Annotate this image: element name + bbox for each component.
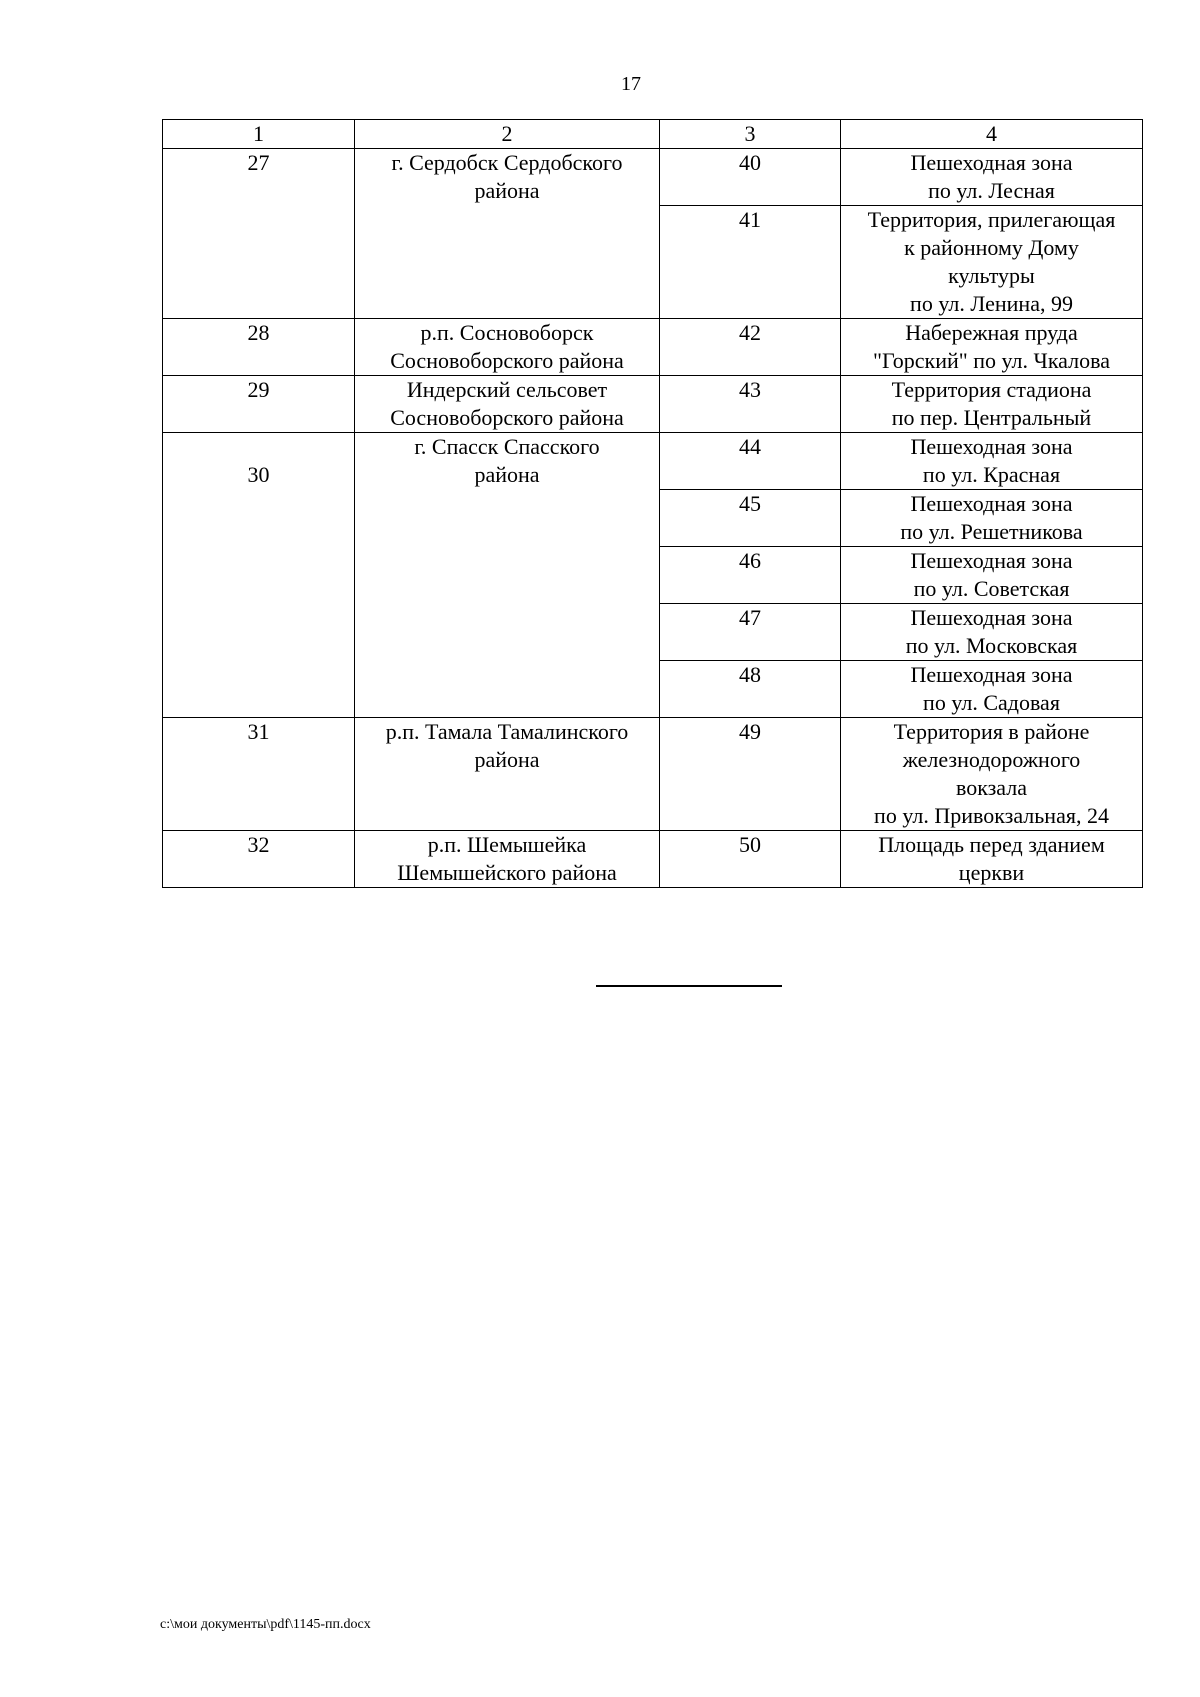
footer-file-path: c:\мои документы\pdf\1145-пп.docx xyxy=(160,1617,371,1632)
table-row xyxy=(163,319,1143,376)
group-number-cell: 32 xyxy=(163,831,355,888)
table-row xyxy=(163,718,1143,831)
entry-number-cell: 49 xyxy=(660,718,841,831)
locality-cell xyxy=(355,319,660,376)
place-text: Пешеходная зона по ул. Садовая xyxy=(910,662,1073,715)
place-cell xyxy=(841,319,1143,376)
place-cell xyxy=(841,149,1143,206)
page-number: 17 xyxy=(621,73,641,95)
place-text: Пешеходная зона по ул. Красная xyxy=(910,434,1073,487)
locality-text: р.п. Тамала Тамалинского района xyxy=(385,719,629,772)
locality-cell xyxy=(355,831,660,888)
place-text: Пешеходная зона по ул. Советская xyxy=(910,548,1073,601)
locality-text: р.п. Шемышейка Шемышейского района xyxy=(397,832,617,885)
entry-number-cell: 40 xyxy=(660,149,841,206)
table-row xyxy=(163,376,1143,433)
locality-text: р.п. Сосновоборск Сосновоборского района xyxy=(390,320,624,373)
entry-number-cell: 47 xyxy=(660,604,841,661)
table-row xyxy=(163,433,1143,490)
locations-table xyxy=(162,119,1143,888)
entry-number-cell: 48 xyxy=(660,661,841,718)
place-cell xyxy=(841,376,1143,433)
place-cell xyxy=(841,831,1143,888)
locality-text: г. Спасск Спасского района xyxy=(414,434,600,487)
group-number-cell: 27 xyxy=(163,149,355,319)
place-text: Территория, прилегающая к районному Дому культуры по ул. Ленина, 99 xyxy=(867,207,1116,316)
entry-number-cell: 44 xyxy=(660,433,841,490)
header-cell-2: 2 xyxy=(355,120,660,149)
header-cell-4: 4 xyxy=(841,120,1143,149)
table-row xyxy=(163,149,1143,206)
locality-cell xyxy=(355,433,660,718)
entry-number-cell: 42 xyxy=(660,319,841,376)
table-header-row xyxy=(163,120,1143,149)
header-cell-1: 1 xyxy=(163,120,355,149)
locality-cell xyxy=(355,718,660,831)
locality-text: г. Сердобск Сердобского района xyxy=(391,150,623,203)
entry-number-cell: 43 xyxy=(660,376,841,433)
locality-cell xyxy=(355,149,660,319)
place-text: Площадь перед зданием церкви xyxy=(878,832,1105,885)
locality-text: Индерский сельсовет Сосновоборского района xyxy=(390,377,624,430)
entry-number-cell: 45 xyxy=(660,490,841,547)
entry-number-cell: 41 xyxy=(660,206,841,319)
entry-number-cell: 46 xyxy=(660,547,841,604)
place-cell xyxy=(841,433,1143,490)
place-text: Пешеходная зона по ул. Лесная xyxy=(910,150,1073,203)
place-text: Территория в районе железнодорожного вокзала по ул. Привокзальная, 24 xyxy=(874,719,1109,828)
place-text: Территория стадиона по пер. Центральный xyxy=(891,377,1092,430)
table-body xyxy=(163,120,1143,888)
place-cell xyxy=(841,604,1143,661)
place-text: Набережная пруда "Горский" по ул. Чкалова xyxy=(873,320,1110,373)
header-cell-3: 3 xyxy=(660,120,841,149)
place-cell xyxy=(841,661,1143,718)
place-cell xyxy=(841,490,1143,547)
place-text: Пешеходная зона по ул. Московская xyxy=(905,605,1078,658)
end-divider-line xyxy=(596,985,782,987)
group-number-cell: 28 xyxy=(163,319,355,376)
group-number-cell: 30 xyxy=(163,433,355,718)
table-row xyxy=(163,831,1143,888)
place-cell xyxy=(841,547,1143,604)
locality-cell xyxy=(355,376,660,433)
entry-number-cell: 50 xyxy=(660,831,841,888)
place-cell xyxy=(841,206,1143,319)
place-text: Пешеходная зона по ул. Решетникова xyxy=(900,491,1083,544)
group-number-cell: 29 xyxy=(163,376,355,433)
group-number-cell: 31 xyxy=(163,718,355,831)
place-cell xyxy=(841,718,1143,831)
